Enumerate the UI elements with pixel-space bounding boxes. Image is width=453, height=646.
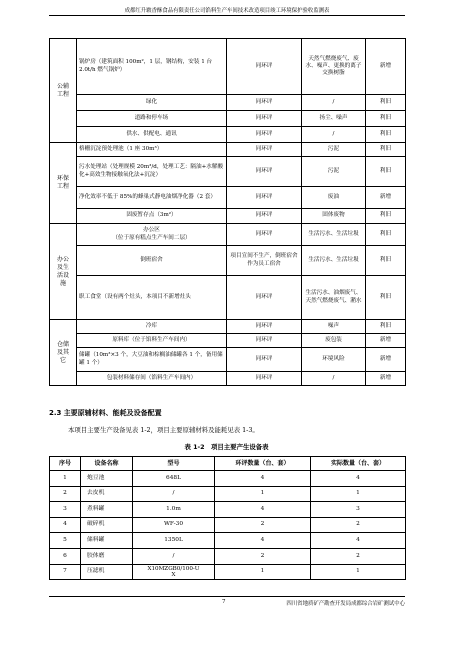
project-composition-table [49, 38, 406, 386]
project-cell: 职工食堂（设有两个灶头，本项目不新增灶头 [77, 276, 227, 320]
equipment-name-cell: 储料罐 [81, 533, 133, 549]
pollutant-cell: 污泥 [302, 143, 366, 157]
table-row [50, 187, 406, 209]
table-row [50, 157, 406, 187]
table-row [50, 348, 406, 372]
pollutant-cell: 生活污水、生活垃圾 [302, 246, 366, 276]
serial-cell: 7 [50, 564, 81, 580]
requirement-cell: 同环评 [227, 39, 302, 95]
project-cell: 锅炉房（建筑面积 100m²，1 层，钢结构，安装 1 台 2.0t/h 燃气锅炉） [77, 39, 227, 95]
status-cell: 利旧 [366, 111, 406, 127]
table-row [50, 111, 406, 127]
page-number: 7 [222, 599, 226, 605]
eia-quantity-cell: 4 [215, 471, 311, 487]
footer-organization: 四川省地质矿产勘查开发局成都综合岩矿测试中心 [286, 601, 405, 607]
eia-quantity-cell: 2 [215, 517, 311, 533]
column-header: 设备名称 [81, 457, 133, 471]
project-cell: 道路和停车场 [77, 111, 227, 127]
serial-cell: 4 [50, 517, 81, 533]
model-cell: X10MZGB0/100-U X [133, 564, 215, 580]
equipment-name-cell: 煮料罐 [81, 502, 133, 518]
equipment-name-cell: 去皮机 [81, 486, 133, 502]
serial-cell: 2 [50, 486, 81, 502]
project-cell: 原料库（位于馅料生产车间内） [77, 334, 227, 348]
column-header: 实际数量（台、套） [311, 457, 406, 471]
project-cell: 固废暂存点（3m²） [77, 209, 227, 224]
footer-divider [49, 596, 405, 597]
project-cell: 办公区 （位于原有糕点生产车间二层） [77, 224, 227, 246]
requirement-cell: 项目宣间不生产，倒班宿舍作为员工宿舍 [227, 246, 302, 276]
project-cell: 污水处理站（处理规模 20m³/d，处理工艺：隔油+水解酸化+高效生物接触氧化法+沉淀） [77, 157, 227, 187]
eia-quantity-cell: 2 [215, 548, 311, 564]
pollutant-cell: 环境风险 [302, 348, 366, 372]
requirement-cell: 同环评 [227, 320, 302, 334]
equipment-table [49, 456, 406, 580]
table-row [50, 39, 406, 95]
pollutant-cell: 废油 [302, 187, 366, 209]
status-cell: 利旧 [366, 209, 406, 224]
project-cell: 储罐（10m³×3 个，大豆油和棕榈油储罐各 1 个，备用储罐 1 个） [77, 348, 227, 372]
serial-cell: 1 [50, 471, 81, 487]
eia-quantity-cell: 1 [215, 564, 311, 580]
project-cell: 冷库 [77, 320, 227, 334]
requirement-cell: 同环评 [227, 209, 302, 224]
table-row [50, 224, 406, 246]
project-cell: 净化效率不低于 85%的蜂巢式静电油烟净化器（2 套） [77, 187, 227, 209]
table-row [50, 471, 406, 487]
table-row [50, 127, 406, 143]
project-cell: 格栅沉淀预处理池（1 座 30m³） [77, 143, 227, 157]
actual-quantity-cell: 2 [311, 548, 406, 564]
actual-quantity-cell: 3 [311, 502, 406, 518]
header-divider [49, 15, 405, 16]
group-label: 环保 工程 [50, 143, 77, 224]
model-cell: 1.0m [133, 502, 215, 518]
pollutant-cell: 扬尘、噪声 [302, 111, 366, 127]
pollutant-cell: / [302, 127, 366, 143]
equipment-name-cell: 胶体磨 [81, 548, 133, 564]
section-number: 2.3 [49, 409, 62, 417]
group-label: 公辅 工程 [50, 39, 77, 143]
pollutant-cell: 生活污水、油烟废气、天然气燃烧废气、潲水 [302, 276, 366, 320]
status-cell: 新增 [366, 372, 406, 386]
requirement-cell: 同环评 [227, 187, 302, 209]
table-row [50, 517, 406, 533]
status-cell: 新增 [366, 348, 406, 372]
status-cell: 利旧 [366, 276, 406, 320]
group-label: 办公 及生 活设 施 [50, 224, 77, 320]
table-row [50, 276, 406, 320]
section-title: 主要原辅材料、能耗及设备配置 [63, 409, 162, 417]
requirement-cell: 同环评 [227, 95, 302, 111]
model-cell: WF-30 [133, 517, 215, 533]
pollutant-cell: 废包装 [302, 334, 366, 348]
table-caption: 表 1-2 项目主要产生设备表 [184, 443, 269, 451]
group-label: 仓储 及其 它 [50, 320, 77, 386]
model-cell: / [133, 548, 215, 564]
status-cell: 利旧 [366, 95, 406, 111]
status-cell: 新增 [366, 187, 406, 209]
requirement-cell: 同环评 [227, 276, 302, 320]
status-cell: 新增 [366, 334, 406, 348]
section-paragraph: 本项目主要生产设备见表 1-2，项目主要原辅材料及能耗见表 1-3。 [68, 426, 259, 434]
table-row [50, 548, 406, 564]
project-cell: 包装材料储存间（馅料生产车间内） [77, 372, 227, 386]
requirement-cell: 同环评 [227, 372, 302, 386]
requirement-cell: 同环评 [227, 111, 302, 127]
table-row [50, 95, 406, 111]
project-cell: 倒班宿舍 [77, 246, 227, 276]
column-header: 环评数量（台、套） [215, 457, 311, 471]
requirement-cell: 同环评 [227, 224, 302, 246]
pollutant-cell: 固体废物 [302, 209, 366, 224]
status-cell: 利旧 [366, 157, 406, 187]
serial-cell: 5 [50, 533, 81, 549]
table-row [50, 143, 406, 157]
actual-quantity-cell: 1 [311, 486, 406, 502]
actual-quantity-cell: 4 [311, 471, 406, 487]
eia-quantity-cell: 4 [215, 533, 311, 549]
table-row [50, 334, 406, 348]
table-row [50, 486, 406, 502]
table-row [50, 246, 406, 276]
table-row [50, 372, 406, 386]
status-cell: 利旧 [366, 246, 406, 276]
pollutant-cell: / [302, 95, 366, 111]
pollutant-cell: 噪声 [302, 320, 366, 334]
requirement-cell: 同环评 [227, 334, 302, 348]
serial-cell: 3 [50, 502, 81, 518]
equipment-name-cell: 炮豆池 [81, 471, 133, 487]
pollutant-cell: 生活污水、生活垃圾 [302, 224, 366, 246]
actual-quantity-cell: 1 [311, 564, 406, 580]
pollutant-cell: 污泥 [302, 157, 366, 187]
pollutant-cell: / [302, 372, 366, 386]
table-row [50, 502, 406, 518]
status-cell: 新增 [366, 39, 406, 95]
table-header-row [50, 457, 406, 471]
requirement-cell: 同环评 [227, 348, 302, 372]
status-cell: 利旧 [366, 320, 406, 334]
model-cell: 648L [133, 471, 215, 487]
project-cell: 绿化 [77, 95, 227, 111]
page-header: 成都红升皲香酥食品有限责任公司馅料生产车间技术改造项目竣工环境保护验收监测表 [124, 8, 330, 14]
status-cell: 利旧 [366, 127, 406, 143]
eia-quantity-cell: 4 [215, 502, 311, 518]
eia-quantity-cell: 1 [215, 486, 311, 502]
column-header: 序号 [50, 457, 81, 471]
project-cell: 供水、供配电、通讯 [77, 127, 227, 143]
pollutant-cell: 天然气燃烧废气、废水、噪声、更换的离子交换树脂 [302, 39, 366, 95]
actual-quantity-cell: 2 [311, 517, 406, 533]
model-cell: / [133, 486, 215, 502]
equipment-name-cell: 压滤机 [81, 564, 133, 580]
model-cell: 1350L [133, 533, 215, 549]
status-cell: 利旧 [366, 224, 406, 246]
requirement-cell: 同环评 [227, 127, 302, 143]
requirement-cell: 同环评 [227, 157, 302, 187]
status-cell: 利旧 [366, 143, 406, 157]
table-row [50, 533, 406, 549]
equipment-name-cell: 破碎机 [81, 517, 133, 533]
table-row [50, 564, 406, 580]
requirement-cell: 同环评 [227, 143, 302, 157]
actual-quantity-cell: 4 [311, 533, 406, 549]
column-header: 型号 [133, 457, 215, 471]
serial-cell: 6 [50, 548, 81, 564]
section-heading [49, 408, 162, 418]
table-row [50, 320, 406, 334]
table-row [50, 209, 406, 224]
